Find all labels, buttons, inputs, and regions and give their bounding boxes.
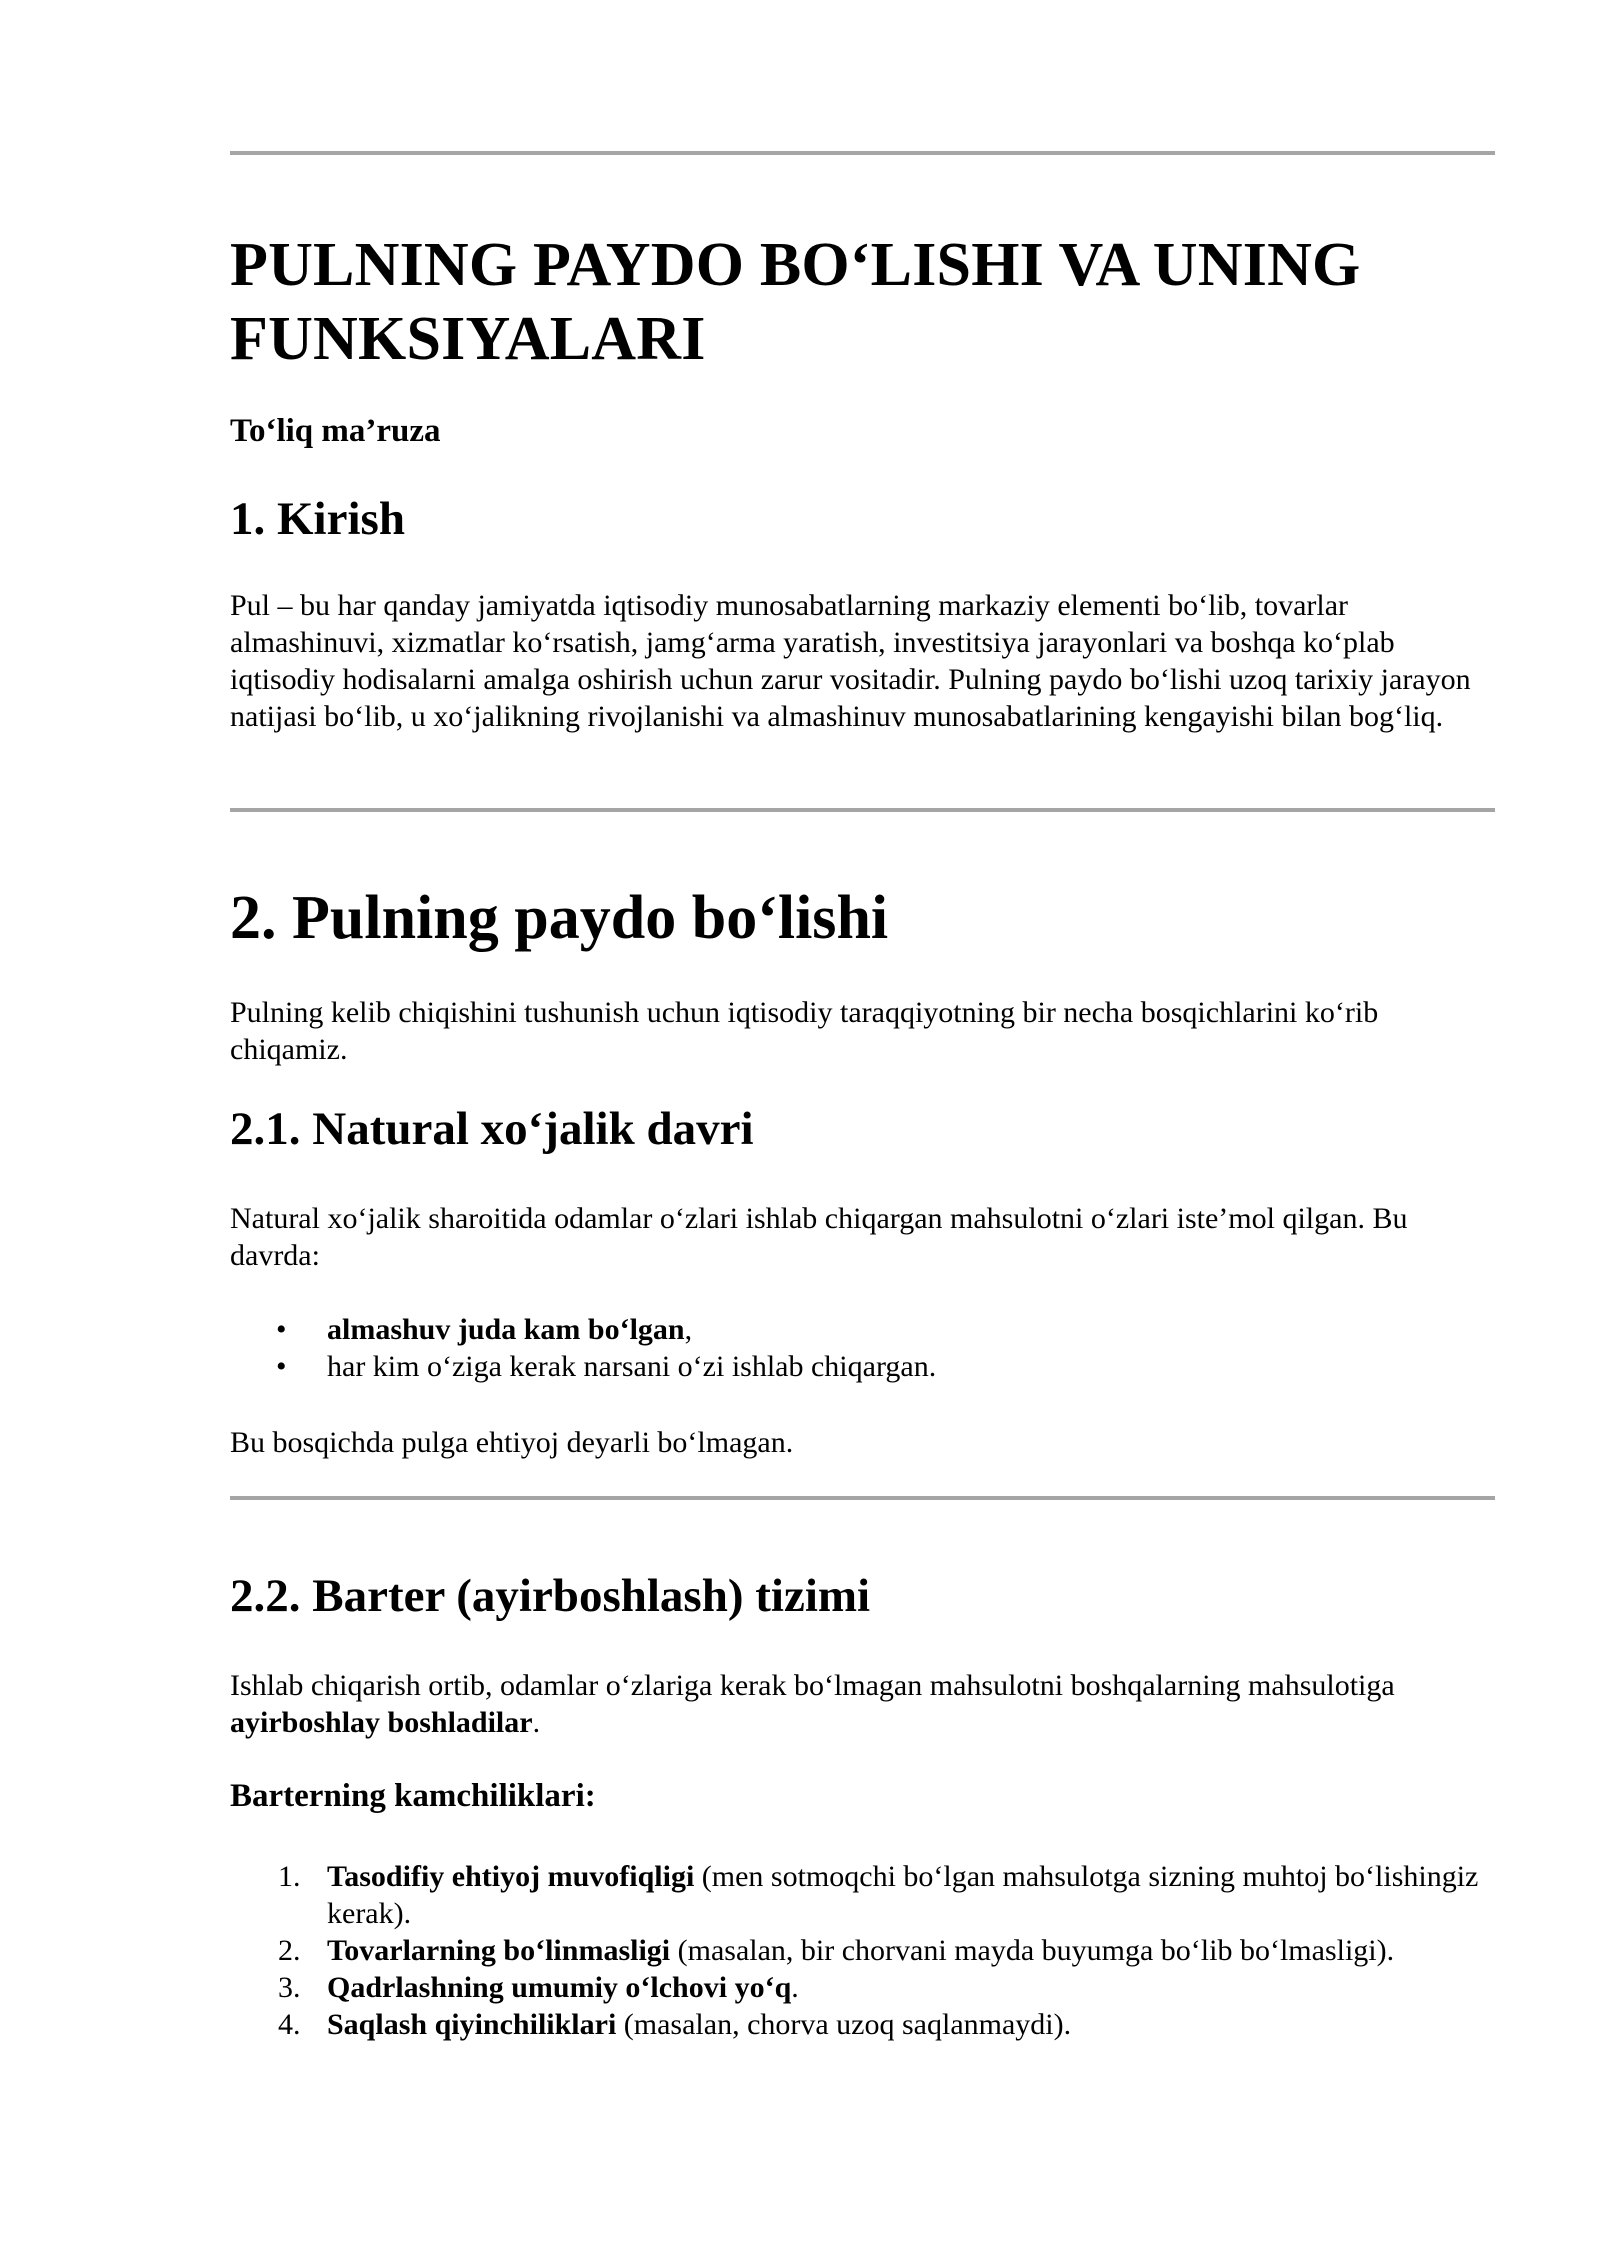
list-item-bold: almashuv juda kam bo‘lgan [327, 1313, 685, 1346]
list-item-bold: Tasodifiy ehtiyoj muvofiqligi [327, 1860, 695, 1893]
divider [230, 151, 1495, 155]
subsection-paragraph-barter [230, 1667, 1495, 1741]
list-item-bold: Tovarlarning bo‘linmasligi [327, 1934, 671, 1967]
list-number: 3. [278, 1971, 301, 2004]
list-item-text: (masalan, bir chorvani mayda buyumga bo‘lib bo‘lmasligi). [670, 1934, 1395, 1967]
subsection-paragraph-after: Bu bosqichda pulga ehtiyoj deyarli bo‘lmagan. [230, 1426, 794, 1459]
section-paragraph-kirish: Pul – bu har qanday jamiyatda iqtisodiy munosabatlarning markaziy elementi bo‘lib, tovarlar almashinuvi, xizmatlar ko‘rsatish, jamg‘arma yaratish, investitsiya jarayonlari va boshqa ko‘plab iqtisodiy hodisalarni amalga oshirish uchun zarur vositadir. Pulning paydo bo‘lishi uzoq tarixiy jarayon natijasi bo‘lib, u xo‘jalikning rivojlanishi va almashinuv munosabatlarining kengayishi bilan bog‘liq. [230, 589, 1471, 733]
document-title: PULNING PAYDO BO‘LISHI VA UNING FUNKSIYALARI [230, 231, 1361, 373]
subsection-heading-barter: 2.2. Barter (ayirboshlash) tizimi [230, 1570, 871, 1622]
subsection-heading-natural: 2.1. Natural xo‘jalik davri [230, 1103, 754, 1155]
list-item [230, 1969, 1495, 2006]
list-item [230, 1932, 1495, 1969]
list-item-text: har kim o‘ziga kerak narsani o‘zi ishlab chiqargan. [327, 1350, 937, 1383]
list-item [230, 1858, 1495, 1932]
numbered-list [230, 1858, 1495, 2043]
list-item-text: (masalan, chorva uzoq saqlanmaydi). [616, 2008, 1072, 2041]
divider [230, 808, 1495, 812]
list-item-text: . [791, 1971, 799, 2004]
section-heading-pulning-paydo-bolishi: 2. Pulning paydo bo‘lishi [230, 884, 889, 952]
paragraph-bold: ayirboshlay boshladilar [230, 1706, 533, 1739]
list-item [230, 1311, 1495, 1348]
section-paragraph-intro: Pulning kelib chiqishini tushunish uchun iqtisodiy taraqqiyotning bir necha bosqichlarini ko‘rib chiqamiz. [230, 996, 1379, 1066]
list-item-bold: Saqlash qiyinchiliklari [327, 2008, 617, 2041]
list-item [230, 2006, 1495, 2043]
paragraph-text: Ishlab chiqarish ortib, odamlar o‘zlariga kerak bo‘lmagan mahsulotni boshqalarning mahsulotiga [230, 1669, 1395, 1702]
sub-heading-kamchiliklari: Barterning kamchiliklari: [230, 1778, 596, 1814]
section-heading-kirish: 1. Kirish [230, 493, 405, 545]
list-item-text: (men sotmoqchi bo‘lgan mahsulotga sizning muhtoj bo‘lishingiz kerak). [327, 1860, 1479, 1930]
list-number: 1. [278, 1860, 301, 1893]
divider [230, 1496, 1495, 1500]
subsection-paragraph-natural: Natural xo‘jalik sharoitida odamlar o‘zlari ishlab chiqargan mahsulotni o‘zlari iste’mol qilgan. Bu davrda: [230, 1202, 1408, 1272]
list-item-bold: Qadrlashning umumiy o‘lchovi yo‘q [327, 1971, 792, 2004]
bullet-list [230, 1311, 1495, 1385]
list-item-text: , [684, 1313, 693, 1346]
list-number: 2. [278, 1934, 301, 1967]
list-number: 4. [278, 2008, 301, 2041]
list-item [230, 1348, 1495, 1385]
paragraph-text: . [532, 1706, 541, 1739]
document-subtitle: To‘liq ma’ruza [230, 413, 441, 449]
